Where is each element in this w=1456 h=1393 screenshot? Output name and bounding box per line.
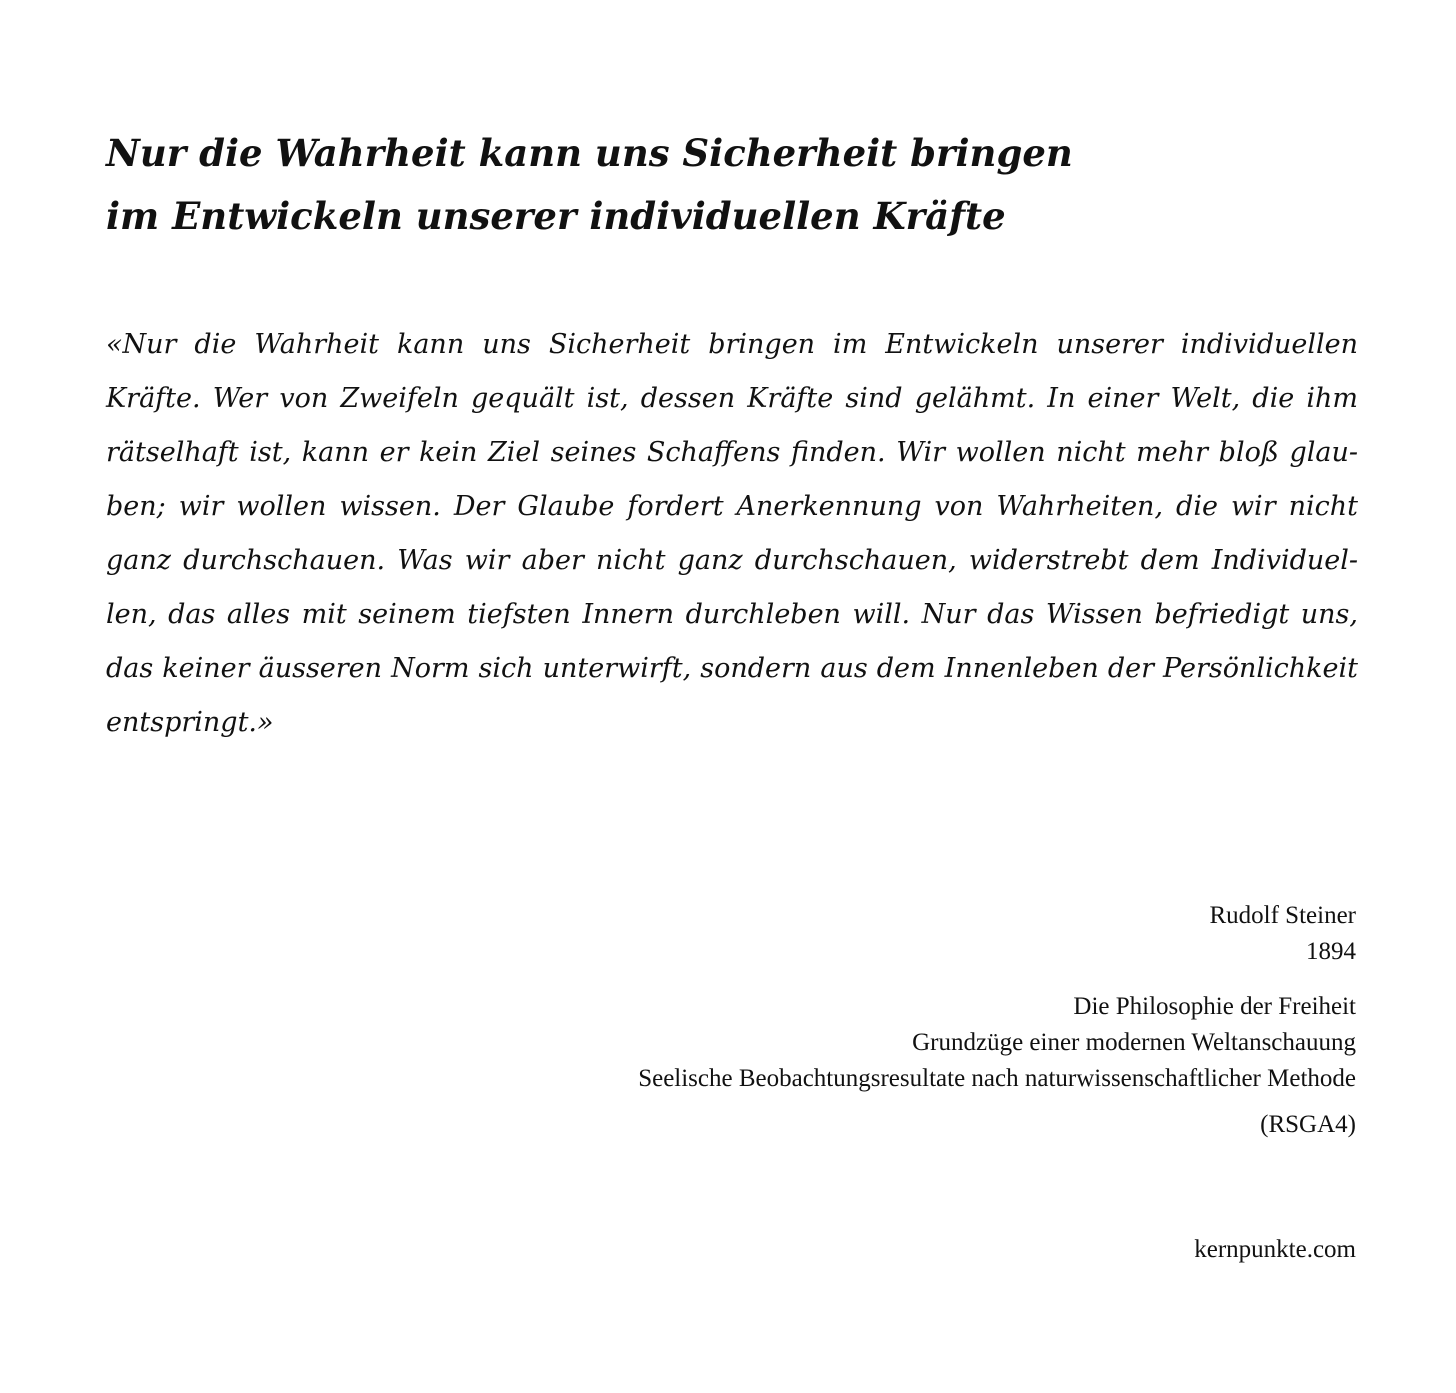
- quote-line-8: entspringt.»: [106, 707, 274, 738]
- title-line-1: Nur die Wahrheit kann uns Sicherheit bringen: [106, 131, 1073, 175]
- quote-line-6: len, das alles mit seinem tiefsten Innern durchleben will. Nur das Wissen befriedigt uns,: [106, 599, 1358, 630]
- book-subtitle-1: Grundzüge einer modernen Weltanschauung: [912, 1029, 1356, 1056]
- quote-block: [106, 318, 1358, 750]
- author-name: Rudolf Steiner: [1209, 902, 1356, 929]
- book-title: Die Philosophie der Freiheit: [1073, 993, 1356, 1020]
- quote-line-2: Kräfte. Wer von Zweifeln gequält ist, dessen Kräfte sind gelähmt. In einer Welt, die ihm: [106, 383, 1358, 414]
- page-title: [106, 122, 1206, 248]
- book-subtitle-2: Seelische Beobachtungsresultate nach naturwissenschaftlicher Methode: [638, 1065, 1356, 1092]
- quote-line-5: ganz durchschauen. Was wir aber nicht ganz durchschauen, widerstrebt dem Individuel-: [106, 545, 1358, 576]
- attribution-block: [638, 898, 1356, 1143]
- website-credit: kernpunkte.com: [1194, 1236, 1356, 1263]
- source-reference: (RSGA4): [1260, 1111, 1356, 1138]
- quote-line-3: rätselhaft ist, kann er kein Ziel seines Schaffens finden. Wir wollen nicht mehr bloß glau-: [106, 437, 1358, 468]
- title-line-2: im Entwickeln unserer individuellen Kräfte: [106, 194, 1006, 238]
- quote-line-7: das keiner äusseren Norm sich unterwirft, sondern aus dem Innenleben der Persönlichkeit: [106, 653, 1358, 684]
- quote-line-4: ben; wir wollen wissen. Der Glaube fordert Anerkennung von Wahrheiten, die wir nicht: [106, 491, 1358, 522]
- publication-year: 1894: [1306, 938, 1356, 965]
- quote-line-1: «Nur die Wahrheit kann uns Sicherheit bringen im Entwickeln unserer individuellen: [106, 329, 1358, 360]
